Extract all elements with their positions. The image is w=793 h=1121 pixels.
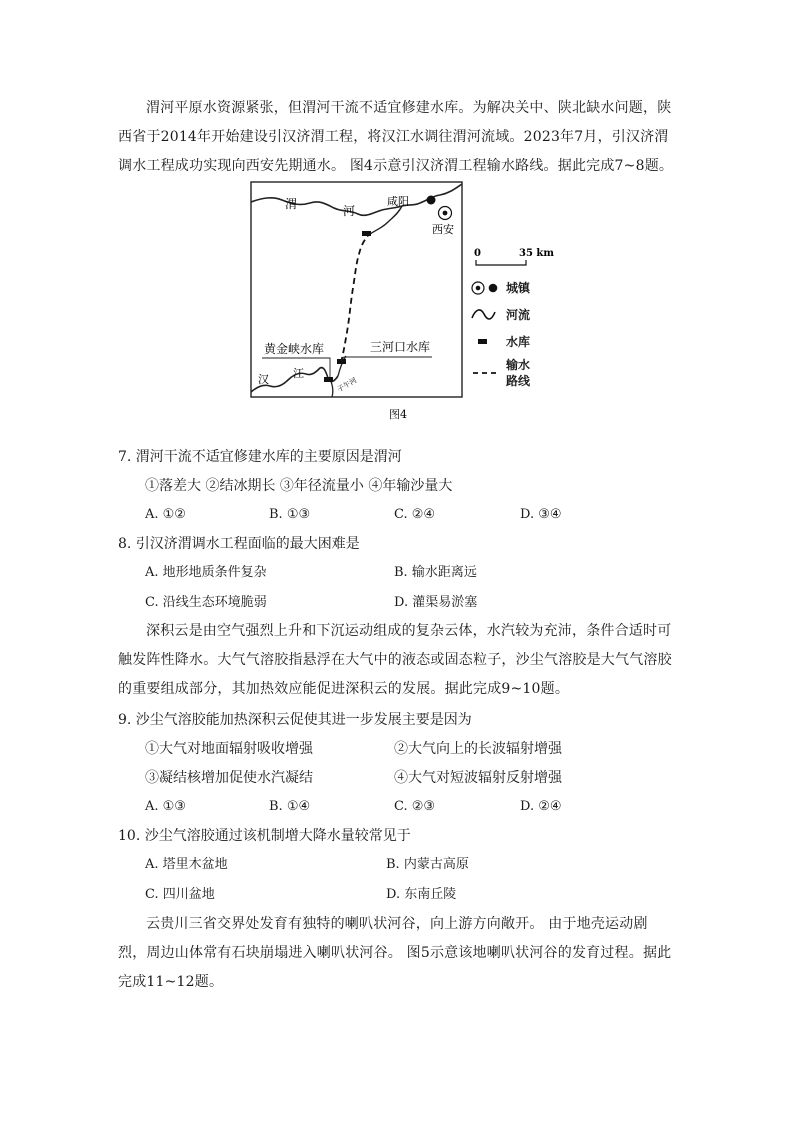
question-9-stem: 9. 沙尘气溶胶能加热深积云促使其进一步发展主要是因为: [118, 712, 472, 728]
question-7-option-d: D. ③④: [520, 507, 562, 522]
label-wei-1: 渭: [285, 197, 298, 211]
intro-paragraph-cloud: 深积云是由空气强烈上升和下沉运动组成的复杂云体，水汽较为充沛，条件合适时可触发阵性降水。大气气溶胶指悬浮在大气中的液态或固态粒子，沙尘气溶胶是大气气溶胶的重要组成部分，其加热效应能促进深积云的发展。据此完成9~10题。: [118, 623, 672, 697]
question-8-option-d: D. 灌渠易淤塞: [394, 595, 478, 610]
label-sanhekou: 三河口水库: [370, 340, 431, 354]
legend-route-label-1: 输水: [506, 358, 531, 372]
question-9-option-d: D. ②④: [520, 799, 562, 814]
question-10-option-b: B. 内蒙古高原: [386, 857, 469, 872]
label-huangjinxia: 黄金峡水库: [264, 342, 325, 356]
question-8-option-a: A. 地形地质条件复杂: [145, 565, 267, 580]
scale-zero: 0: [474, 248, 481, 259]
scale-value: 35 km: [519, 248, 554, 259]
question-8-option-b: B. 输水距离远: [394, 565, 477, 580]
xianyang-dot: [427, 196, 436, 205]
question-8-stem: 8. 引汉济渭调水工程面临的最大困难是: [118, 536, 360, 552]
label-xian: 西安: [432, 223, 454, 236]
legend-reservoir-icon: [478, 339, 487, 344]
question-9-option-c: C. ②③: [394, 799, 436, 814]
question-9-option-b: B. ①④: [269, 799, 311, 814]
label-han-1: 汉: [258, 373, 269, 386]
question-9-item-1: ①大气对地面辐射吸收增强: [145, 741, 313, 757]
question-10-option-c: C. 四川盆地: [145, 887, 215, 902]
legend-river-icon: [472, 310, 495, 319]
reservoir-marker-north: [362, 231, 371, 236]
figure-caption: 图4: [389, 408, 407, 421]
question-9-item-4: ④大气对短波辐射反射增强: [394, 770, 562, 786]
question-9-option-a: A. ①③: [145, 799, 186, 814]
legend-route-label-2: 路线: [506, 374, 531, 388]
intro-paragraph-valley: 云贵川三省交界处发育有独特的喇叭状河谷，向上游方向敞开。 由于地壳运动剧烈，周边山体常有石块崩塌进入喇叭状河谷。 图5示意该地喇叭状河谷的发育过程。据此完成11~12题。: [118, 916, 672, 990]
legend-town-core: [476, 286, 481, 291]
question-7-option-c: C. ②④: [394, 507, 436, 522]
map-frame: [251, 182, 462, 397]
label-ziwu: 子午河: [336, 376, 359, 394]
wei-tributary-line: [370, 206, 402, 234]
question-7-option-b: B. ①③: [269, 507, 311, 522]
question-8-option-c: C. 沿线生态环境脆弱: [145, 595, 267, 610]
reservoir-marker-huangjinxia: [324, 377, 333, 382]
question-9-item-2: ②大气向上的长波辐射增强: [394, 741, 562, 757]
label-xianyang: 咸阳: [387, 195, 409, 208]
legend-reservoir-label: 水库: [506, 335, 531, 349]
question-7-stem: 7. 渭河干流不适宜修建水库的主要原因是渭河: [118, 449, 402, 465]
water-route-line: [341, 236, 368, 363]
question-9-item-3: ③凝结核增加促使水汽凝结: [145, 770, 313, 786]
label-han-2: 江: [293, 367, 304, 380]
legend-river-label: 河流: [506, 308, 531, 322]
scale-bar: [476, 260, 526, 265]
sanhekou-callout: [341, 357, 432, 361]
question-10-option-a: A. 塔里木盆地: [145, 857, 228, 872]
question-10-stem: 10. 沙尘气溶胶通过该机制增大降水量较常见于: [118, 828, 411, 844]
question-7-items: ①落差大 ②结冰期长 ③年径流量小 ④年输沙量大: [145, 478, 453, 494]
legend-town-label: 城镇: [506, 281, 531, 295]
label-wei-2: 河: [343, 204, 356, 218]
question-7-option-a: A. ①②: [145, 507, 186, 522]
legend-town-dot: [489, 284, 498, 293]
intro-paragraph-weihe: 渭河平原水资源紧张，但渭河干流不适宜修建水库。为解决关中、陕北缺水问题，陕西省于2014年开始建设引汉济渭工程，将汉江水调往渭河流域。2023年7月，引汉济渭调水工程成功实现向西安先期通水。 图4示意引汉济渭工程输水路线。据此完成7~8题。: [118, 100, 674, 174]
question-10-option-d: D. 东南丘陵: [386, 887, 457, 902]
xian-core: [443, 211, 448, 216]
